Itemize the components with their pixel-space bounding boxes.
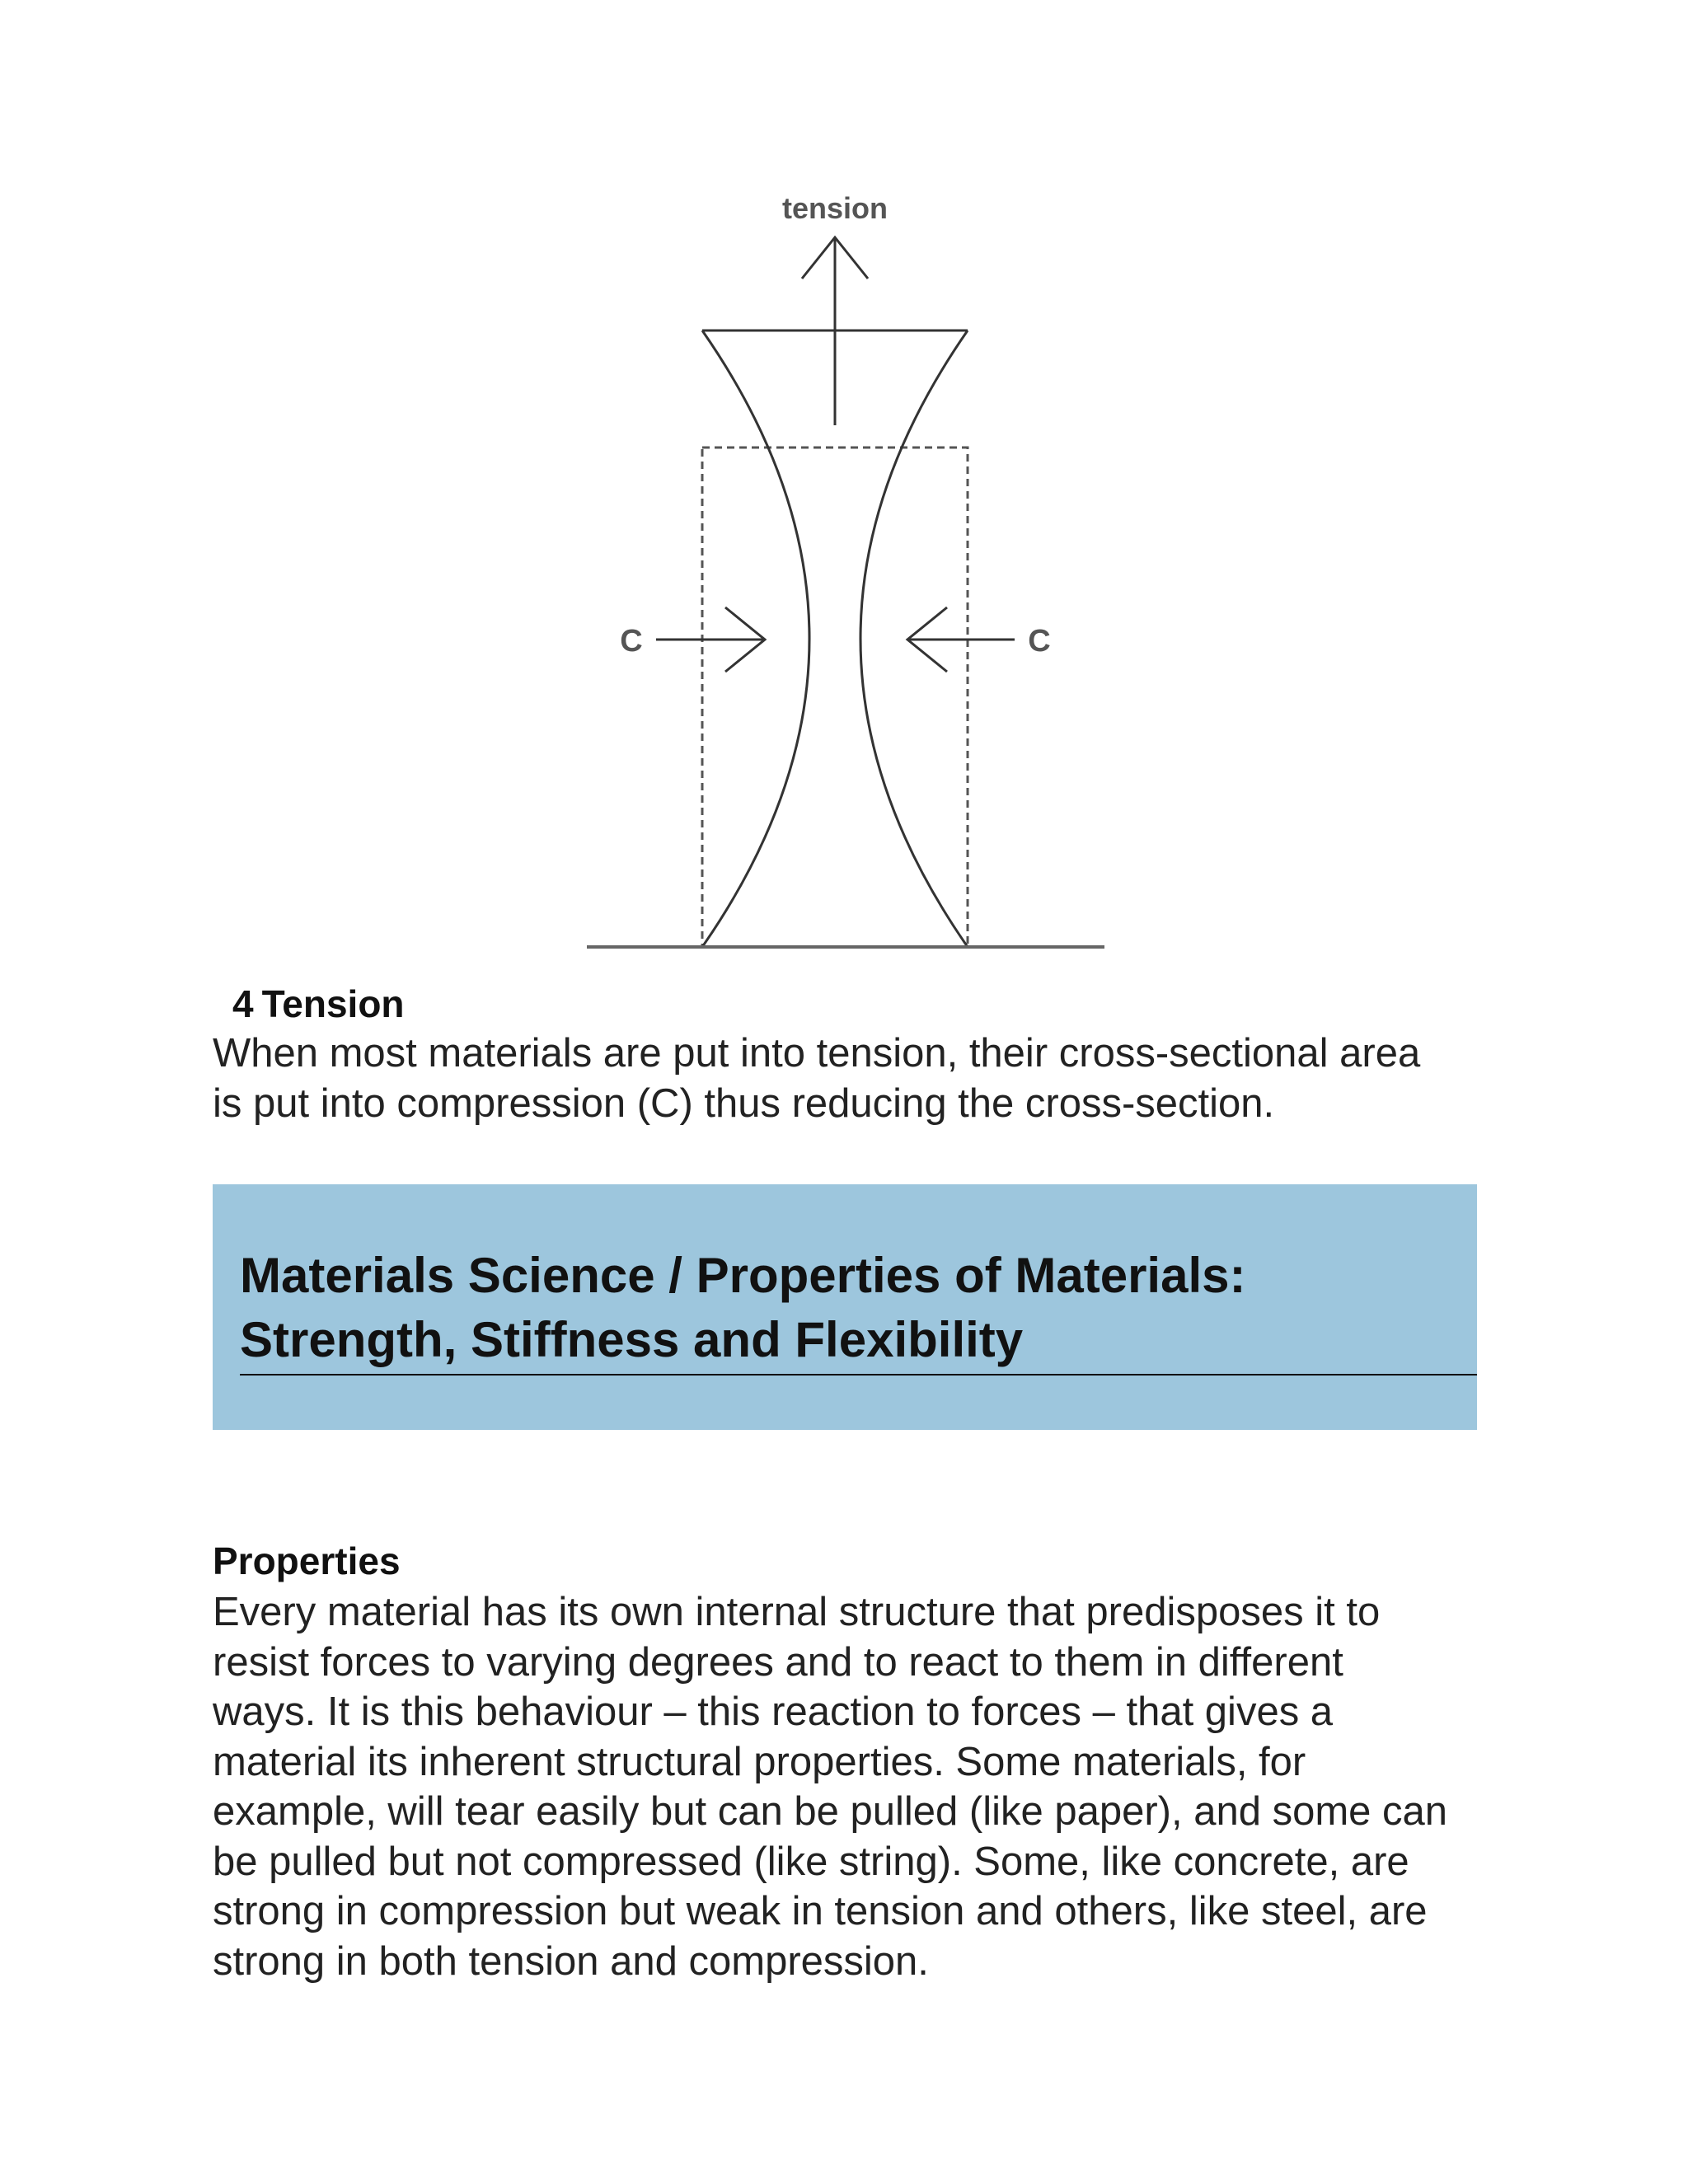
caption-line: When most materials are put into tension, their cross-sectional area — [213, 1031, 1421, 1076]
section-title — [240, 1244, 1245, 1372]
paragraph-line: strong in both tension and compression. — [213, 1938, 929, 1984]
properties-paragraph — [213, 1587, 1498, 1986]
paragraph-line: be pulled but not compressed (like string). Some, like concrete, are — [213, 1839, 1409, 1884]
properties-section — [213, 1535, 1498, 1986]
left-compression-label: C — [620, 624, 643, 658]
right-compression-label: C — [1028, 624, 1051, 658]
properties-heading: Properties — [213, 1540, 401, 1582]
right-compression-arrow — [907, 607, 1015, 672]
caption-title-text: Tension — [261, 982, 405, 1025]
caption-title — [232, 979, 1498, 1029]
caption-text — [213, 1029, 1498, 1129]
section-title-line: Materials Science / Properties of Materials: — [240, 1248, 1246, 1303]
section-title-rule — [240, 1374, 1477, 1376]
original-shape-outline — [702, 448, 968, 947]
caption-line: is put into compression (C) thus reducing the cross-section. — [213, 1081, 1275, 1126]
paragraph-line: material its inherent structural properties. Some materials, for — [213, 1739, 1306, 1784]
paragraph-line: resist forces to varying degrees and to react to them in different — [213, 1639, 1343, 1685]
paragraph-line: example, will tear easily but can be pulled (like paper), and some can — [213, 1789, 1448, 1834]
figure-caption — [213, 979, 1498, 1129]
section-banner — [213, 1184, 1477, 1430]
section-title-line: Strength, Stiffness and Flexibility — [240, 1312, 1024, 1367]
tension-label: tension — [781, 191, 889, 225]
left-compression-arrow — [656, 607, 765, 672]
paragraph-line: strong in compression but weak in tension and others, like steel, are — [213, 1889, 1428, 1933]
paragraph-line: Every material has its own internal structure that predisposes it to — [213, 1590, 1381, 1634]
paragraph-line: ways. It is this behaviour – this reaction to forces – that gives a — [213, 1690, 1334, 1734]
caption-number: 4 — [232, 982, 254, 1025]
tension-diagram — [0, 0, 1688, 972]
